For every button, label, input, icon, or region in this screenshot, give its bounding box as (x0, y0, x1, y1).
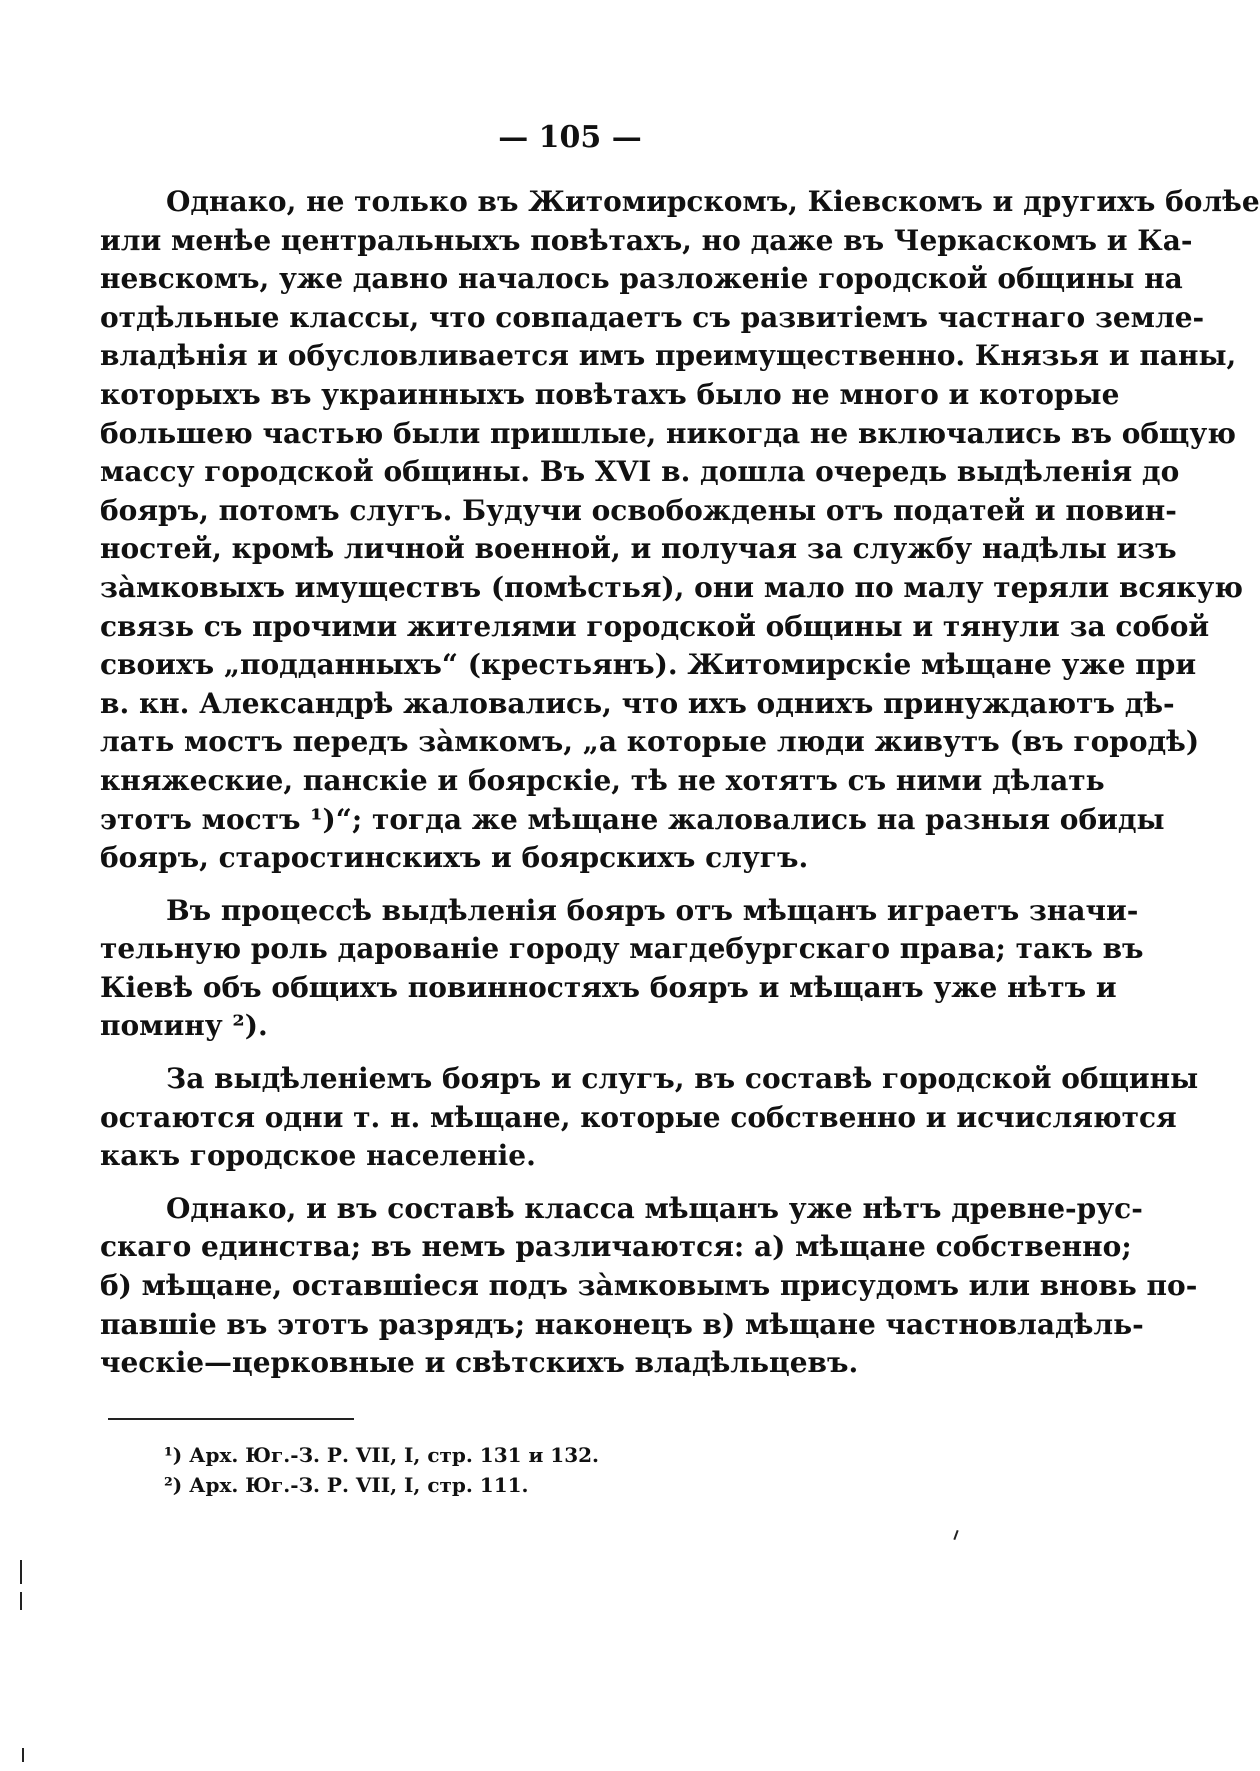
scan-mark (20, 1592, 22, 1610)
text-line: княжеские, панскіе и боярскіе, тѣ не хотятъ съ ними дѣлать (100, 763, 1105, 797)
text-line: которыхъ въ украинныхъ повѣтахъ было не много и которые (100, 377, 1120, 411)
text-line: какъ городское населеніе. (100, 1139, 536, 1173)
body-text (100, 183, 1260, 1383)
scan-mark (22, 1748, 24, 1762)
text-line: своихъ „подданныхъ“ (крестьянъ). Житомирскіе мѣщане уже при (100, 648, 1197, 682)
text-line: Въ процессѣ выдѣленія бояръ отъ мѣщанъ играетъ значи- (166, 893, 1139, 927)
footnote: ²) Арх. Юг.-З. Р. VII, I, стр. 111. (164, 1473, 529, 1497)
text-line: б) мѣщане, оставшіеся подъ зàмковымъ присудомъ или вновь по- (100, 1269, 1198, 1303)
text-line: отдѣльные классы, что совпадаетъ съ развитіемъ частнаго земле- (100, 300, 1205, 334)
text-line: помину ²). (100, 1009, 268, 1043)
text-line: ческіе—церковные и свѣтскихъ владѣльцевъ. (100, 1346, 859, 1380)
text-line: остаются одни т. н. мѣщане, которые собственно и исчисляются (100, 1100, 1177, 1134)
text-line: в. кн. Александрѣ жаловались, что ихъ однихъ принуждаютъ дѣ- (100, 686, 1175, 720)
text-line: скаго единства; въ немъ различаются: а) мѣщане собственно; (100, 1230, 1132, 1264)
text-line: или менѣе центральныхъ повѣтахъ, но даже въ Черкаскомъ и Ка- (100, 223, 1193, 257)
text-line: связь съ прочими жителями городской общины и тянули за собой (100, 609, 1210, 643)
page-number: — 105 — (498, 120, 642, 155)
text-line: бояръ, старостинскихъ и боярскихъ слугъ. (100, 841, 809, 875)
paragraph-gap (100, 1176, 918, 1190)
scan-mark (20, 1560, 22, 1584)
scan-mark (953, 1530, 958, 1540)
text-line: Кіевѣ объ общихъ повинностяхъ бояръ и мѣщанъ уже нѣтъ и (100, 970, 1117, 1004)
text-line: массу городской общины. Въ XVI в. дошла очередь выдѣленія до (100, 455, 1180, 489)
text-line: павшіе въ этотъ разрядъ; наконецъ в) мѣщане частновладѣль- (100, 1307, 1144, 1341)
footnotes (164, 1440, 599, 1500)
paragraph-gap (100, 1046, 918, 1060)
paragraph-gap (100, 878, 918, 892)
text-line: этотъ мостъ ¹)“; тогда же мѣщане жаловались на разныя обиды (100, 802, 1165, 836)
text-line: большею частью были пришлые, никогда не включались въ общую (100, 416, 1236, 450)
text-line: Однако, не только въ Житомирскомъ, Кіевскомъ и другихъ болѣе (166, 185, 1260, 218)
text-line: тельную роль дарованіе городу магдебургскаго права; такъ въ (100, 932, 1144, 966)
footnote: ¹) Арх. Юг.-З. Р. VII, I, стр. 131 и 132. (164, 1443, 600, 1467)
text-line: невскомъ, уже давно началось разложеніе городской общины на (100, 262, 1183, 296)
text-line: зàмковыхъ имуществъ (помѣстья), они мало по малу теряли всякую (100, 570, 1243, 604)
text-line: бояръ, потомъ слугъ. Будучи освобождены отъ податей и повин- (100, 493, 1177, 527)
text-line: Однако, и въ составѣ класса мѣщанъ уже нѣтъ древне-рус- (166, 1191, 1143, 1225)
text-line: владѣнія и обусловливается имъ преимущественно. Князья и паны, (100, 339, 1237, 373)
text-line: лать мостъ передъ зàмкомъ, „а которые люди живутъ (въ городѣ) (100, 725, 1200, 759)
footnote-divider (108, 1418, 354, 1420)
text-line: ностей, кромѣ личной военной, и получая за службу надѣлы изъ (100, 532, 1177, 566)
text-line: За выдѣленіемъ бояръ и слугъ, въ составѣ городской общины (166, 1062, 1199, 1096)
